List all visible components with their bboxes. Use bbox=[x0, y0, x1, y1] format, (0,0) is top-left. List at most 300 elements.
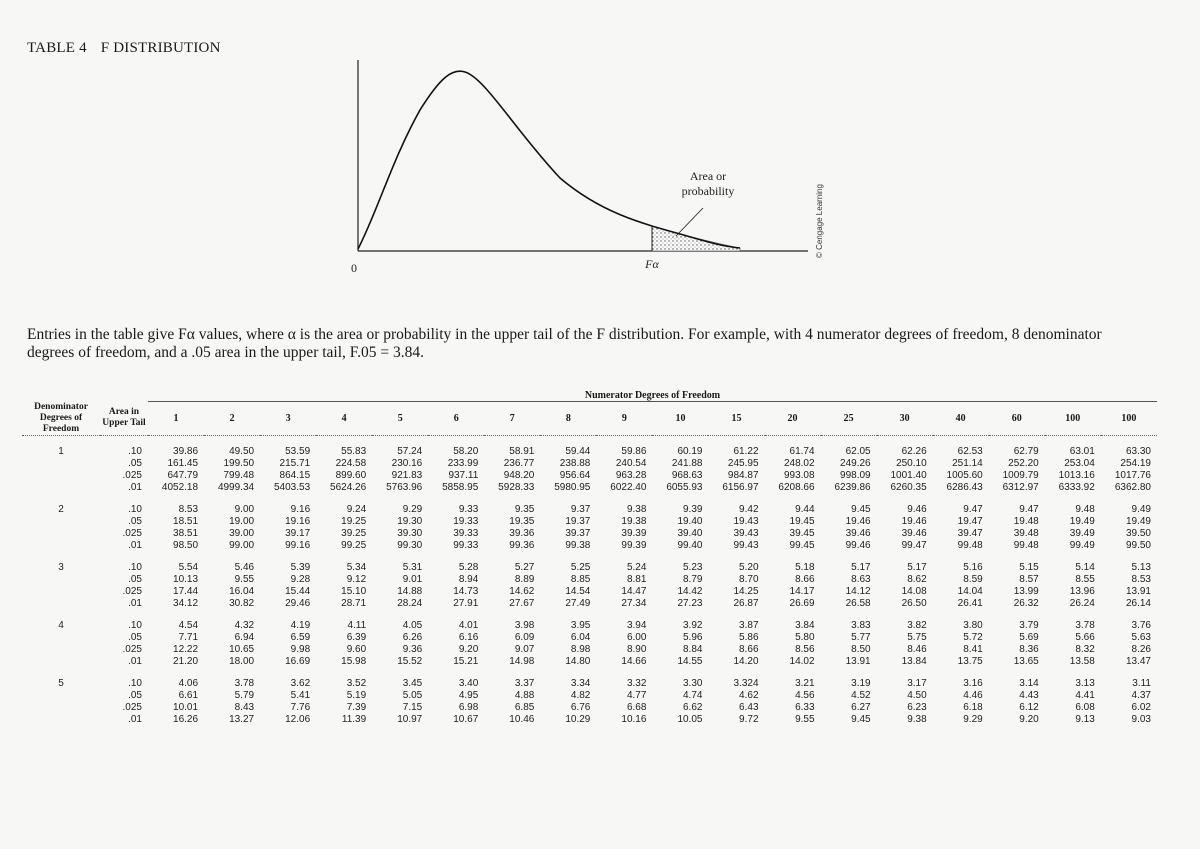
table-row bbox=[22, 552, 1157, 574]
f-value-cell: 5.96 bbox=[683, 631, 703, 643]
f-value-cell: 6286.43 bbox=[946, 481, 983, 493]
numerator-df-header: 6 bbox=[428, 402, 484, 436]
f-value-cell: 6333.92 bbox=[1058, 481, 1095, 493]
denominator-df-cell bbox=[22, 714, 100, 726]
f-value-cell: 4.19 bbox=[290, 619, 311, 631]
f-value-cell: 3.40 bbox=[458, 677, 479, 689]
f-value-cell: 19.33 bbox=[453, 515, 479, 527]
f-value-cell: 14.54 bbox=[565, 585, 591, 597]
f-value-cell: 8.85 bbox=[570, 573, 591, 585]
table-row bbox=[22, 610, 1157, 632]
f-value-cell: 16.04 bbox=[229, 585, 255, 597]
area-cell: .01 bbox=[128, 713, 142, 725]
f-value-cell: 9.16 bbox=[290, 503, 311, 515]
f-value-cell: 19.38 bbox=[621, 515, 647, 527]
area-cell: .05 bbox=[128, 573, 142, 585]
f-value-cell: 948.20 bbox=[503, 469, 535, 481]
f-value-cell: 3.13 bbox=[1075, 677, 1095, 689]
denominator-df-cell: 4 bbox=[58, 619, 64, 631]
f-value-cell: 899.60 bbox=[335, 469, 367, 481]
f-value-cell: 14.47 bbox=[621, 585, 647, 597]
f-value-cell: 27.23 bbox=[677, 597, 703, 609]
f-value-cell: 12.06 bbox=[285, 713, 311, 725]
f-value-cell: 9.72 bbox=[739, 713, 759, 725]
pointer-line bbox=[676, 208, 703, 236]
f-value-cell: 3.78 bbox=[1075, 619, 1095, 631]
f-value-cell: 9.20 bbox=[458, 643, 479, 655]
f-value-cell: 13.65 bbox=[1013, 655, 1039, 667]
f-value-cell: 9.00 bbox=[234, 503, 255, 515]
f-value-cell: 34.12 bbox=[173, 597, 199, 609]
f-value-cell: 5.13 bbox=[1131, 561, 1151, 573]
f-value-cell: 248.02 bbox=[783, 457, 815, 469]
f-value-cell: 5.46 bbox=[234, 561, 255, 573]
f-value-cell: 5.34 bbox=[346, 561, 367, 573]
numerator-df-header: 100 bbox=[1101, 402, 1157, 436]
f-value-cell: 13.91 bbox=[845, 655, 871, 667]
f-value-cell: 6.59 bbox=[290, 631, 311, 643]
f-value-cell: 4.06 bbox=[178, 677, 199, 689]
f-value-cell: 4.88 bbox=[514, 689, 535, 701]
f-value-cell: 9.47 bbox=[1019, 503, 1039, 515]
f-value-cell: 39.86 bbox=[173, 445, 199, 457]
area-cell: .01 bbox=[128, 597, 142, 609]
f-value-cell: 6055.93 bbox=[666, 481, 703, 493]
f-value-cell: 6156.97 bbox=[722, 481, 759, 493]
f-value-cell: 13.99 bbox=[1013, 585, 1039, 597]
f-value-cell: 12.22 bbox=[173, 643, 199, 655]
denominator-df-cell bbox=[22, 644, 100, 656]
f-value-cell: 19.48 bbox=[1013, 515, 1039, 527]
f-value-cell: 19.00 bbox=[229, 515, 255, 527]
f-value-cell: 8.56 bbox=[795, 643, 815, 655]
area-cell: .10 bbox=[128, 445, 142, 457]
f-value-cell: 8.32 bbox=[1075, 643, 1095, 655]
area-cell: .10 bbox=[128, 677, 142, 689]
f-value-cell: 19.47 bbox=[957, 515, 983, 527]
f-value-cell: 5.17 bbox=[907, 561, 927, 573]
f-value-cell: 14.17 bbox=[789, 585, 815, 597]
f-value-cell: 13.27 bbox=[229, 713, 255, 725]
f-value-cell: 7.15 bbox=[402, 701, 423, 713]
header-area-label: Area in Upper Tail bbox=[100, 402, 148, 436]
f-value-cell: 5.41 bbox=[290, 689, 311, 701]
f-value-cell: 993.08 bbox=[783, 469, 815, 481]
f-value-cell: 1001.40 bbox=[890, 469, 927, 481]
f-value-cell: 8.53 bbox=[178, 503, 199, 515]
denominator-df-cell bbox=[22, 574, 100, 586]
f-value-cell: 240.54 bbox=[615, 457, 647, 469]
f-value-cell: 6208.66 bbox=[778, 481, 815, 493]
f-value-cell: 3.37 bbox=[514, 677, 535, 689]
f-value-cell: 19.25 bbox=[341, 515, 367, 527]
f-value-cell: 968.63 bbox=[671, 469, 703, 481]
f-value-cell: 9.45 bbox=[851, 503, 871, 515]
f-value-cell: 13.84 bbox=[901, 655, 927, 667]
f-value-cell: 62.26 bbox=[901, 445, 927, 457]
f-value-cell: 8.57 bbox=[1019, 573, 1039, 585]
f-value-cell: 14.66 bbox=[621, 655, 647, 667]
area-cell: .025 bbox=[122, 469, 142, 481]
f-value-cell: 9.33 bbox=[458, 503, 479, 515]
area-cell: .025 bbox=[122, 585, 142, 597]
table-row bbox=[22, 598, 1157, 610]
f-value-cell: 1017.76 bbox=[1114, 469, 1151, 481]
f-value-cell: 215.71 bbox=[279, 457, 311, 469]
f-value-cell: 9.37 bbox=[570, 503, 591, 515]
f-value-cell: 63.30 bbox=[1125, 445, 1151, 457]
f-value-cell: 199.50 bbox=[223, 457, 255, 469]
table-row bbox=[22, 574, 1157, 586]
f-value-cell: 3.62 bbox=[290, 677, 311, 689]
f-value-cell: 998.09 bbox=[840, 469, 871, 481]
f-value-cell: 4.01 bbox=[458, 619, 479, 631]
f-value-cell: 6.23 bbox=[907, 701, 927, 713]
f-value-cell: 9.29 bbox=[963, 713, 983, 725]
f-value-cell: 9.24 bbox=[346, 503, 367, 515]
f-value-cell: 99.46 bbox=[845, 539, 871, 551]
table-row bbox=[22, 690, 1157, 702]
header-den-label: Denominator Degrees of Freedom bbox=[22, 402, 100, 436]
f-value-cell: 5.80 bbox=[795, 631, 815, 643]
f-value-cell: 10.13 bbox=[173, 573, 199, 585]
f-value-cell: 8.81 bbox=[626, 573, 647, 585]
f-value-cell: 14.20 bbox=[733, 655, 759, 667]
f-value-cell: 17.44 bbox=[173, 585, 199, 597]
f-value-cell: 99.00 bbox=[229, 539, 255, 551]
f-value-cell: 799.48 bbox=[223, 469, 255, 481]
table-number: TABLE 4 bbox=[27, 40, 87, 56]
f-value-cell: 9.36 bbox=[402, 643, 423, 655]
f-value-cell: 5.15 bbox=[1019, 561, 1039, 573]
f-value-cell: 19.35 bbox=[509, 515, 535, 527]
f-value-cell: 8.50 bbox=[851, 643, 871, 655]
f-value-cell: 4.54 bbox=[178, 619, 199, 631]
f-value-cell: 39.46 bbox=[845, 527, 871, 539]
table-row bbox=[22, 540, 1157, 552]
f-value-cell: 61.22 bbox=[733, 445, 759, 457]
table-row bbox=[22, 702, 1157, 714]
f-value-cell: 14.04 bbox=[957, 585, 983, 597]
f-value-cell: 15.44 bbox=[285, 585, 311, 597]
f-value-cell: 10.05 bbox=[677, 713, 703, 725]
f-value-cell: 4.56 bbox=[795, 689, 815, 701]
f-value-cell: 9.46 bbox=[907, 503, 927, 515]
f-value-cell: 7.39 bbox=[346, 701, 367, 713]
f-value-cell: 5.20 bbox=[739, 561, 759, 573]
f-value-cell: 252.20 bbox=[1008, 457, 1039, 469]
f-value-cell: 28.24 bbox=[397, 597, 423, 609]
f-value-cell: 10.97 bbox=[397, 713, 423, 725]
f-value-cell: 10.65 bbox=[229, 643, 255, 655]
f-value-cell: 3.98 bbox=[514, 619, 535, 631]
f-value-cell: 3.79 bbox=[1019, 619, 1039, 631]
denominator-df-cell bbox=[22, 690, 100, 702]
f-value-cell: 8.62 bbox=[907, 573, 927, 585]
f-value-cell: 6.27 bbox=[851, 701, 871, 713]
f-value-cell: 8.59 bbox=[963, 573, 983, 585]
f-value-cell: 99.48 bbox=[957, 539, 983, 551]
f-value-cell: 39.50 bbox=[1125, 527, 1151, 539]
f-value-cell: 26.14 bbox=[1125, 597, 1151, 609]
f-value-cell: 39.40 bbox=[677, 527, 703, 539]
f-value-cell: 5980.95 bbox=[554, 481, 591, 493]
f-value-cell: 99.48 bbox=[1013, 539, 1039, 551]
f-value-cell: 4.82 bbox=[570, 689, 591, 701]
f-value-cell: 60.19 bbox=[677, 445, 703, 457]
f-value-cell: 9.98 bbox=[290, 643, 311, 655]
f-value-cell: 241.88 bbox=[671, 457, 703, 469]
f-value-cell: 864.15 bbox=[279, 469, 311, 481]
f-value-cell: 16.69 bbox=[285, 655, 311, 667]
f-value-cell: 19.49 bbox=[1069, 515, 1095, 527]
table-row bbox=[22, 435, 1157, 458]
f-value-cell: 14.42 bbox=[677, 585, 703, 597]
f-value-cell: 6.16 bbox=[458, 631, 479, 643]
f-value-cell: 6260.35 bbox=[890, 481, 927, 493]
f-value-cell: 3.34 bbox=[570, 677, 591, 689]
f-value-cell: 9.42 bbox=[739, 503, 759, 515]
f-value-cell: 6.09 bbox=[514, 631, 535, 643]
f-value-cell: 6312.97 bbox=[1002, 481, 1039, 493]
f-value-cell: 8.84 bbox=[683, 643, 703, 655]
f-value-cell: 28.71 bbox=[341, 597, 367, 609]
f-value-cell: 14.62 bbox=[509, 585, 535, 597]
f-value-cell: 4.05 bbox=[402, 619, 423, 631]
f-value-cell: 3.94 bbox=[626, 619, 647, 631]
f-value-cell: 39.37 bbox=[565, 527, 591, 539]
f-value-cell: 14.98 bbox=[509, 655, 535, 667]
f-value-cell: 27.91 bbox=[453, 597, 479, 609]
f-value-cell: 3.84 bbox=[795, 619, 815, 631]
f-value-cell: 251.14 bbox=[952, 457, 983, 469]
denominator-df-cell bbox=[22, 528, 100, 540]
f-value-cell: 647.79 bbox=[167, 469, 199, 481]
denominator-df-cell bbox=[22, 470, 100, 482]
f-value-cell: 6.12 bbox=[1019, 701, 1039, 713]
f-value-cell: 19.49 bbox=[1125, 515, 1151, 527]
f-value-cell: 58.91 bbox=[509, 445, 535, 457]
f-value-cell: 9.55 bbox=[795, 713, 815, 725]
table-row bbox=[22, 482, 1157, 494]
f-value-cell: 15.21 bbox=[453, 655, 479, 667]
f-value-cell: 9.03 bbox=[1131, 713, 1151, 725]
f-value-cell: 233.99 bbox=[447, 457, 479, 469]
f-value-cell: 26.69 bbox=[789, 597, 815, 609]
f-value-cell: 5763.96 bbox=[386, 481, 423, 493]
f-value-cell: 5.69 bbox=[1019, 631, 1039, 643]
f-value-cell: 14.08 bbox=[901, 585, 927, 597]
area-cell: .025 bbox=[122, 701, 142, 713]
f-value-cell: 3.14 bbox=[1019, 677, 1039, 689]
f-value-cell: 5.18 bbox=[795, 561, 815, 573]
f-value-cell: 19.45 bbox=[789, 515, 815, 527]
f-value-cell: 39.48 bbox=[1013, 527, 1039, 539]
f-value-cell: 99.47 bbox=[901, 539, 927, 551]
f-value-cell: 99.38 bbox=[565, 539, 591, 551]
f-value-cell: 14.25 bbox=[733, 585, 759, 597]
f-value-cell: 3.30 bbox=[683, 677, 703, 689]
f-value-cell: 8.94 bbox=[458, 573, 479, 585]
f-value-cell: 6.94 bbox=[234, 631, 255, 643]
f-value-cell: 8.90 bbox=[626, 643, 647, 655]
f-value-cell: 9.38 bbox=[907, 713, 927, 725]
f-value-cell: 99.25 bbox=[341, 539, 367, 551]
f-value-cell: 8.41 bbox=[963, 643, 983, 655]
f-value-cell: 27.67 bbox=[509, 597, 535, 609]
denominator-df-cell bbox=[22, 598, 100, 610]
density-curve bbox=[358, 71, 740, 249]
f-value-cell: 19.37 bbox=[565, 515, 591, 527]
f-value-cell: 3.19 bbox=[851, 677, 871, 689]
f-value-cell: 5.23 bbox=[683, 561, 703, 573]
f-value-cell: 14.12 bbox=[845, 585, 871, 597]
f-value-cell: 98.50 bbox=[173, 539, 199, 551]
f-value-cell: 39.49 bbox=[1069, 527, 1095, 539]
f-value-cell: 9.07 bbox=[514, 643, 535, 655]
f-value-cell: 4.74 bbox=[683, 689, 703, 701]
f-value-cell: 3.80 bbox=[963, 619, 983, 631]
denominator-df-cell: 3 bbox=[58, 561, 64, 573]
f-value-cell: 4052.18 bbox=[161, 481, 199, 493]
area-cell: .025 bbox=[122, 643, 142, 655]
f-value-cell: 14.02 bbox=[789, 655, 815, 667]
numerator-df-header: 3 bbox=[260, 402, 316, 436]
copyright-label: © Cengage Learning bbox=[815, 184, 824, 258]
f-value-cell: 6.00 bbox=[626, 631, 647, 643]
f-value-cell: 9.39 bbox=[683, 503, 703, 515]
area-label-line1: Area or bbox=[689, 169, 727, 183]
f-value-cell: 6.18 bbox=[963, 701, 983, 713]
f-value-cell: 4.43 bbox=[1019, 689, 1039, 701]
table-row bbox=[22, 644, 1157, 656]
f-value-cell: 27.49 bbox=[565, 597, 591, 609]
f-value-cell: 99.39 bbox=[621, 539, 647, 551]
f-value-cell: 27.34 bbox=[621, 597, 647, 609]
f-value-cell: 14.55 bbox=[677, 655, 703, 667]
f-value-cell: 5.14 bbox=[1075, 561, 1095, 573]
f-value-cell: 9.45 bbox=[851, 713, 871, 725]
f-value-cell: 59.86 bbox=[621, 445, 647, 457]
f-value-cell: 3.92 bbox=[683, 619, 703, 631]
f-value-cell: 39.46 bbox=[901, 527, 927, 539]
f-value-cell: 26.24 bbox=[1069, 597, 1095, 609]
f-value-cell: 4999.34 bbox=[217, 481, 255, 493]
header-numerator: Numerator Degrees of Freedom bbox=[148, 385, 1157, 402]
f-value-cell: 245.95 bbox=[727, 457, 759, 469]
f-value-cell: 3.95 bbox=[570, 619, 591, 631]
f-value-cell: 4.77 bbox=[626, 689, 647, 701]
f-value-cell: 921.83 bbox=[391, 469, 423, 481]
origin-label: 0 bbox=[351, 261, 357, 275]
f-value-cell: 963.28 bbox=[615, 469, 647, 481]
f-value-cell: 6.61 bbox=[178, 689, 199, 701]
f-value-cell: 14.73 bbox=[453, 585, 479, 597]
numerator-df-header: 10 bbox=[652, 402, 708, 436]
f-value-cell: 61.74 bbox=[789, 445, 815, 457]
description: Entries in the table give Fα values, where α is the area or probability in the upper tail of the F distribution. For example, with 4 numerator degrees of freedom, 8 denominator degrees of freedom, and a .05 area in the upper tail, F.05 = 3.84. bbox=[27, 326, 1102, 361]
numerator-df-header: 4 bbox=[316, 402, 372, 436]
f-value-cell: 39.39 bbox=[621, 527, 647, 539]
f-value-cell: 8.53 bbox=[1131, 573, 1151, 585]
f-value-cell: 250.10 bbox=[896, 457, 927, 469]
f-value-cell: 99.16 bbox=[285, 539, 311, 551]
f-value-cell: 3.83 bbox=[851, 619, 871, 631]
f-value-cell: 39.30 bbox=[397, 527, 423, 539]
f-value-cell: 5.86 bbox=[739, 631, 759, 643]
f-value-cell: 99.45 bbox=[789, 539, 815, 551]
f-value-cell: 5.17 bbox=[851, 561, 871, 573]
f-value-cell: 1005.60 bbox=[946, 469, 983, 481]
f-value-cell: 19.40 bbox=[677, 515, 703, 527]
table-column-header bbox=[22, 402, 1157, 436]
f-value-cell: 6239.86 bbox=[834, 481, 871, 493]
f-value-cell: 19.46 bbox=[901, 515, 927, 527]
header-area bbox=[100, 385, 148, 402]
f-value-cell: 9.01 bbox=[402, 573, 423, 585]
f-value-cell: 3.17 bbox=[907, 677, 927, 689]
f-value-cell: 10.67 bbox=[453, 713, 479, 725]
table-top-header bbox=[22, 385, 1157, 402]
f-value-cell: 5.77 bbox=[851, 631, 871, 643]
f-value-cell: 99.43 bbox=[733, 539, 759, 551]
f-value-cell: 13.91 bbox=[1125, 585, 1151, 597]
f-value-cell: 1013.16 bbox=[1058, 469, 1095, 481]
f-value-cell: 9.35 bbox=[514, 503, 535, 515]
table-row bbox=[22, 516, 1157, 528]
area-cell: .01 bbox=[128, 655, 142, 667]
f-value-cell: 39.17 bbox=[285, 527, 311, 539]
area-cell: .05 bbox=[128, 457, 142, 469]
f-value-cell: 5.79 bbox=[234, 689, 255, 701]
f-value-cell: 5.75 bbox=[907, 631, 927, 643]
f-value-cell: 99.30 bbox=[397, 539, 423, 551]
f-value-cell: 3.16 bbox=[963, 677, 983, 689]
f-value-cell: 26.41 bbox=[957, 597, 983, 609]
numerator-df-header: 20 bbox=[765, 402, 821, 436]
f-value-cell: 6.04 bbox=[570, 631, 591, 643]
f-value-cell: 6.62 bbox=[683, 701, 703, 713]
f-value-cell: 62.53 bbox=[957, 445, 983, 457]
f-value-cell: 254.19 bbox=[1120, 457, 1151, 469]
f-value-cell: 10.29 bbox=[565, 713, 591, 725]
f-value-cell: 8.79 bbox=[683, 573, 703, 585]
area-label-line2: probability bbox=[681, 184, 735, 198]
table-row bbox=[22, 714, 1157, 726]
f-value-cell: 5.19 bbox=[346, 689, 367, 701]
f-value-cell: 6.08 bbox=[1075, 701, 1095, 713]
f-value-cell: 6.76 bbox=[570, 701, 591, 713]
f-value-cell: 4.62 bbox=[739, 689, 759, 701]
f-value-cell: 1009.79 bbox=[1002, 469, 1039, 481]
f-value-cell: 4.11 bbox=[347, 619, 367, 631]
table-row bbox=[22, 458, 1157, 470]
area-cell: .01 bbox=[128, 481, 142, 493]
denominator-df-cell bbox=[22, 586, 100, 598]
f-value-cell: 7.76 bbox=[290, 701, 311, 713]
f-value-cell: 3.11 bbox=[1132, 677, 1151, 689]
f-value-cell: 9.28 bbox=[290, 573, 311, 585]
f-value-cell: 7.71 bbox=[178, 631, 199, 643]
f-value-cell: 62.05 bbox=[845, 445, 871, 457]
f-value-cell: 39.00 bbox=[229, 527, 255, 539]
f-value-cell: 19.43 bbox=[733, 515, 759, 527]
area-cell: .01 bbox=[128, 539, 142, 551]
f-value-cell: 984.87 bbox=[727, 469, 759, 481]
f-value-cell: 5.66 bbox=[1075, 631, 1095, 643]
numerator-df-header: 25 bbox=[821, 402, 877, 436]
f-value-cell: 3.52 bbox=[346, 677, 367, 689]
